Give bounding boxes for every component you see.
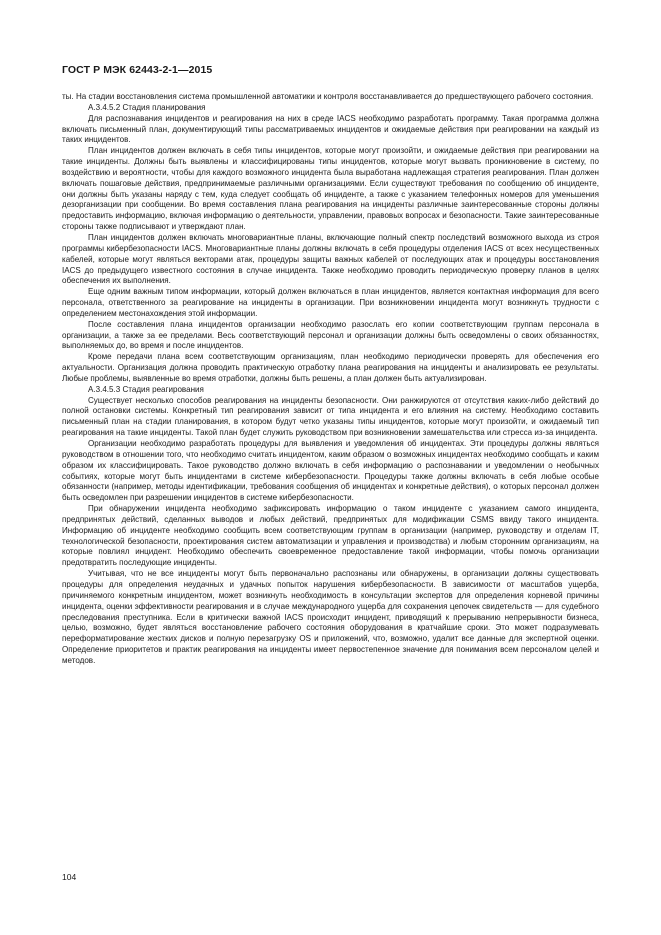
paragraph: Кроме передачи плана всем соответствующим организациям, план необходимо периодически проверять для обеспечения его актуальности. Организация должна проводить практическую отработку плана реагирования на инциденты и анализировать ее результаты. Любые проблемы, выявленные во время отработки, должны быть решены, а план должен быть актуализирован.: [62, 352, 599, 383]
paragraph: План инцидентов должен включать многовариантные планы, включающие полный спектр последствий возможного выхода из строя программы кибербезопасности IACS. Многовариантные планы должны включать в себя процедуры отделения IACS от всех несущественных кабелей, которые могут являться векторами атак, процедуры защиты важных кабелей от последующих атак и процедуры восстановления IACS до предыдущего известного состояния в случае инцидента. Также необходимо проводить периодическую проверку планов в целях обеспечения их выполнения.: [62, 232, 599, 286]
standard-title: ГОСТ Р МЭК 62443-2-1—2015: [62, 64, 213, 76]
section-heading: А.3.4.5.2 Стадия планирования: [88, 102, 206, 112]
paragraph: Для распознавания инцидентов и реагирования на них в среде IACS необходимо разработать программу. Такая программа должна включать письменный план, документирующий типы рассматриваемых инцидентов и ожидаемые действия при реагировании на каждый из таких инцидентов.: [62, 113, 599, 145]
paragraph: При обнаружении инцидента необходимо зафиксировать информацию о таком инциденте с указанием самого инцидента, предпринятых действий, сделанных выводов и любых действий, предпринятых для модификации CSMS ввиду такого инцидента. Информацию об инциденте необходимо сообщить всем соответствующим группам в организации (например, руководству и отделам IT, технологической безопасности, проектирования систем автоматизации и управления и производства) и любым сторонним организациям, на которые повлиял инцидент. Необходимо обеспечить своевременное предоставление такой информации, чтобы помочь организации предотвратить последующие инциденты.: [62, 504, 599, 568]
section-heading: А.3.4.5.3 Стадия реагирования: [88, 384, 204, 394]
paragraph: Учитывая, что не все инциденты могут быть первоначально распознаны или обнаружены, в организации должны существовать процедуры для определения неудачных и удачных попыток нарушения кибербезопасности. В зависимости от масштабов ущерба, причиняемого конкретным инцидентом, может возникнуть необходимость в консультации экспертов для определения корневой причины инцидента, оценки эффективности реагирования и в случае международного ущерба для сохранения цепочек свидетельств — для судебного преследования преступника. Если в критически важной IACS происходит инцидент, приводящий к прерыванию непрерывности бизнеса, целью, возможно, будет являться восстановление рабочего состояния оборудования в кратчайшие сроки. Это может подразумевать переформатирование жестких дисков и полную перезагрузку OS и приложений, что, возможно, удалит все данные для экспертной оценки. Определение приоритетов и практик реагирования на инциденты имеет первостепенное значение для понимания всем персоналом целей и методов.: [62, 569, 599, 665]
paragraph: Еще одним важным типом информации, который должен включаться в план инцидентов, является контактная информация для всего персонала, ответственного за реагирование на инциденты в организации. При возникновении инцидента могут возникнуть трудности с определением местонахождения этой информации.: [62, 287, 599, 318]
paragraph: Существует несколько способов реагирования на инциденты безопасности. Они ранжируются от отсутствия каких-либо действий до полной остановки системы. Конкретный тип реагирования зависит от типа инцидента и его влияния на систему. Необходимо составить письменный план на стадии планирования, в котором будут четко указаны типы инцидентов, которые могут произойти, и ожидаемый тип реагирования на такие инциденты. Такой план будет служить руководством при возникновении замешательства или стресса из-за инцидента.: [62, 395, 599, 438]
page-number: 104: [62, 872, 77, 882]
paragraph: После составления плана инцидентов организации необходимо разослать его копии соответствующим группам персонала в организации, а также за ее пределами. Весь соответствующий персонал и организации должны быть осведомлены о своих обязанностях, выполняемых до, во время и после инцидентов.: [62, 319, 599, 351]
paragraph: План инцидентов должен включать в себя типы инцидентов, которые могут произойти, и ожидаемые действия при реагировании на такие инциденты. Должны быть выявлены и классифицированы типы инцидентов, которые могут вызвать проникновение в систему, по воздействию и вероятности, чтобы для каждого возможного инцидента была выработана надлежащая стратегия реагирования. План должен включать пошаговые действия, предпринимаемые различными организациями. Если существуют требования по сообщению об инциденте, они должны быть указаны наряду с тем, куда следует сообщать об инциденте, а также с указанием телефонных номеров для уменьшения дезорганизации при сообщении. Во время составления плана реагирования на инциденты различные заинтересованные стороны должны предоставить информацию, включая информацию о деятельности, управлении, правовых вопросах и безопасности. Такие заинтересованные стороны также подписывают и утверждают план.: [62, 146, 599, 232]
body-text: [62, 92, 599, 667]
paragraph: ты. На стадии восстановления система промышленной автоматики и контроля восстанавливается до предшествующего рабочего состояния.: [62, 92, 594, 101]
paragraph: Организации необходимо разработать процедуры для выявления и уведомления об инцидентах. Эти процедуры должны являться руководством в отношении того, что необходимо считать инцидентом, каким образом о возможных инцидентах необходимо сообщать и каким образом их классифицировать. Такое руководство должно включать в себя информацию о распознавании и уведомлении о необычных событиях, которые могут быть инцидентами в системе кибербезопасности. Процедуры также должны включать в себя любые особые обязанности (например, методы идентификации, требования сообщения об инцидентах и конкретные действия), о которых персонал должен быть осведомлен при разрешении инцидентов в системе кибербезопасности.: [62, 439, 599, 503]
